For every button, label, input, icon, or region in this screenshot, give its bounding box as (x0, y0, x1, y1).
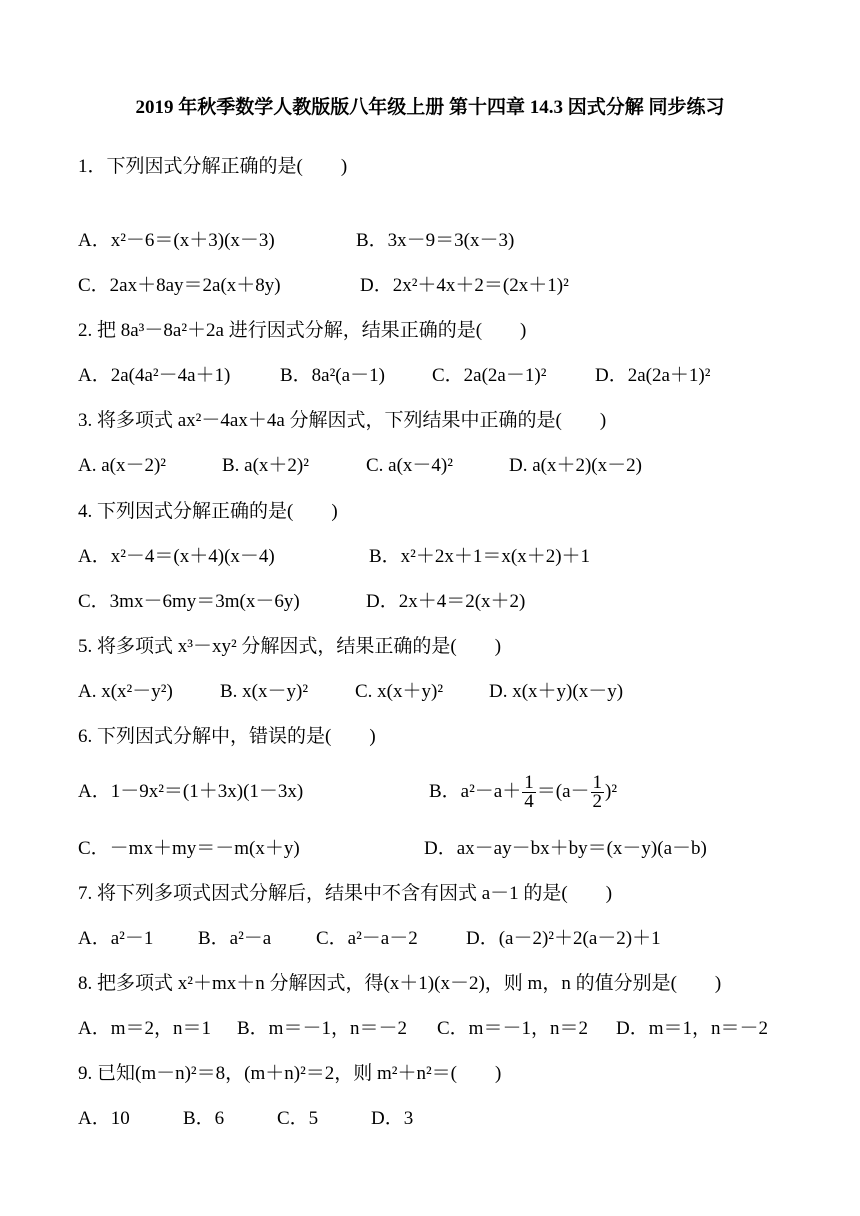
question-8-option-d: D．m＝1，n＝－2 (616, 1018, 769, 1039)
question-2-option-c: C．2a(2a－1)² (432, 365, 547, 386)
question-3-option-d: D. a(x＋2)(x－2) (509, 455, 642, 476)
question-9-option-a: A．10 (78, 1108, 130, 1129)
question-6-option-b-part-2: ＝(a－ (536, 781, 590, 802)
question-8-option-b: B．m＝－1，n＝－2 (237, 1018, 407, 1039)
question-5-option-c: C. x(x＋y)² (355, 681, 444, 702)
question-3-stem: 3. 将多项式 ax²－4ax＋4a 分解因式，下列结果中正确的是( ) (78, 410, 607, 431)
fraction-denominator: 4 (524, 791, 534, 813)
question-7-option-b: B．a²－a (198, 928, 272, 949)
question-1-option-d: D．2x²＋4x＋2＝(2x＋1)² (360, 275, 569, 296)
question-9-stem: 9. 已知(m－n)²＝8，(m＋n)²＝2，则 m²＋n²＝( ) (78, 1063, 502, 1084)
question-4-option-b: B．x²＋2x＋1＝x(x＋2)＋1 (369, 546, 591, 567)
page-title: 2019 年秋季数学人教版版八年级上册 第十四章 14.3 因式分解 同步练习 (135, 97, 725, 118)
question-3-option-c: C. a(x－4)² (366, 455, 453, 476)
question-8-stem: 8. 把多项式 x²＋mx＋n 分解因式，得(x＋1)(x－2)，则 m，n 的值分别是( ) (78, 973, 722, 994)
question-7-option-c: C．a²－a－2 (316, 928, 418, 949)
question-2-option-a: A．2a(4a²－4a＋1) (78, 365, 231, 386)
question-5-option-d: D. x(x＋y)(x－y) (489, 681, 624, 702)
question-1-stem: 1．下列因式分解正确的是( ) (78, 156, 348, 177)
question-6-option-b (429, 766, 617, 818)
question-5-stem: 5. 将多项式 x³－xy² 分解因式，结果正确的是( ) (78, 636, 502, 657)
fraction-one-half (591, 774, 605, 811)
question-4-option-d: D．2x＋4＝2(x＋2) (366, 591, 526, 612)
question-9-option-b: B．6 (183, 1108, 225, 1129)
question-4-option-a: A．x²－4＝(x＋4)(x－4) (78, 546, 275, 567)
question-6-option-b-part-3: )² (605, 781, 618, 802)
question-7-stem: 7. 将下列多项式因式分解后，结果中不含有因式 a－1 的是( ) (78, 883, 613, 904)
question-8-option-c: C．m＝－1，n＝2 (437, 1018, 588, 1039)
question-3-option-b: B. a(x＋2)² (222, 455, 309, 476)
fraction-one-quarter (522, 774, 536, 811)
question-4-option-c: C．3mx－6my＝3m(x－6y) (78, 591, 300, 612)
question-8-option-a: A．m＝2，n＝1 (78, 1018, 212, 1039)
question-6-option-c: C．－mx＋my＝－m(x＋y) (78, 838, 300, 859)
question-2-option-b: B．8a²(a－1) (280, 365, 385, 386)
question-7-option-a: A．a²－1 (78, 928, 154, 949)
fraction-denominator: 2 (592, 791, 603, 813)
fraction-numerator: 1 (524, 772, 534, 794)
question-6-option-d: D．ax－ay－bx＋by＝(x－y)(a－b) (424, 838, 707, 859)
question-5-option-b: B. x(x－y)² (220, 681, 309, 702)
question-5-option-a: A. x(x²－y²) (78, 681, 173, 702)
question-1-option-a: A．x²－6＝(x＋3)(x－3) (78, 230, 275, 251)
question-1-option-b: B．3x－9＝3(x－3) (356, 230, 515, 251)
question-7-option-d: D．(a－2)²＋2(a－2)＋1 (466, 928, 661, 949)
question-2-option-d: D．2a(2a＋1)² (595, 365, 711, 386)
question-4-stem: 4. 下列因式分解正确的是( ) (78, 501, 338, 522)
question-9-option-c: C．5 (277, 1108, 319, 1129)
fraction-numerator: 1 (592, 772, 603, 794)
question-3-option-a: A. a(x－2)² (78, 455, 167, 476)
question-6-option-b-part-1: B．a²－a＋ (429, 781, 522, 802)
question-6-option-a: A．1－9x²＝(1＋3x)(1－3x) (78, 781, 304, 802)
question-2-stem: 2. 把 8a³－8a²＋2a 进行因式分解，结果正确的是( ) (78, 320, 527, 341)
question-6-stem: 6. 下列因式分解中，错误的是( ) (78, 726, 376, 747)
question-9-option-d: D．3 (371, 1108, 414, 1129)
question-1-option-c: C．2ax＋8ay＝2a(x＋8y) (78, 275, 281, 296)
